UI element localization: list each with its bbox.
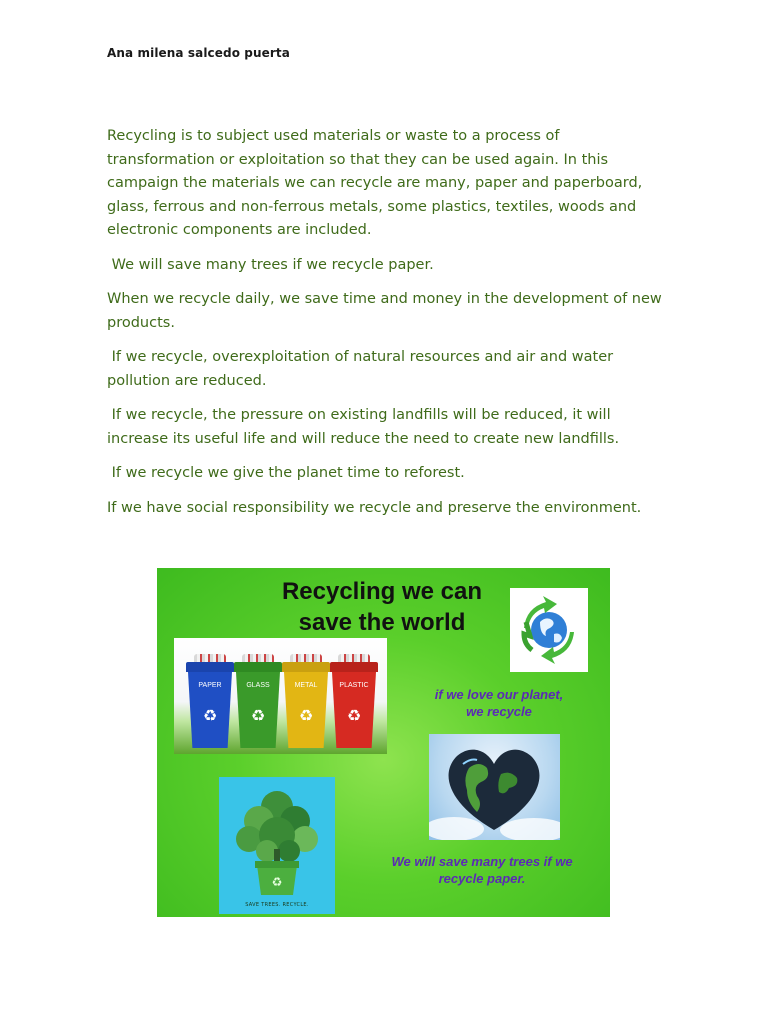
tree-caption: SAVE TREES. RECYCLE.	[245, 902, 309, 908]
recycle-globe-image	[510, 588, 588, 672]
slogan-love-planet-line1: if we love our planet,	[434, 687, 564, 702]
paragraph-resources: If we recycle, overexploitation of natural resources and air and water pollution are reduced.	[107, 349, 618, 389]
glass-bin-label: GLASS	[246, 682, 270, 689]
tree-recycle-icon	[219, 777, 335, 914]
paragraph-definition: Recycling is to subject used materials or waste to a process of transformation or exploitation so that they can be used again. In this campaign the materials we can recycle are many, paper and paperboard, glass, ferrous and non-ferrous metals, some plastics, textiles, woods and electronic components are included.	[107, 128, 643, 238]
slogan-love-planet	[419, 686, 579, 720]
slogan-save-trees	[377, 853, 587, 887]
plastic-bin-label: PLASTIC	[339, 682, 369, 689]
plastic-bin	[332, 662, 376, 748]
slogan-save-trees-line2: recycle paper.	[438, 871, 526, 886]
paper-bin	[188, 662, 232, 748]
paragraph-trees: We will save many trees if we recycle paper.	[107, 256, 434, 273]
paragraph-landfills: If we recycle, the pressure on existing landfills will be reduced, it will increase its useful life and will reduce the need to create new landfills.	[107, 407, 620, 447]
glass-bin	[236, 662, 280, 748]
slogan-save-trees-line1: We will save many trees if we	[391, 854, 573, 869]
document-body	[107, 125, 667, 531]
paragraph-reforest: If we recycle we give the planet time to reforest.	[107, 465, 465, 481]
poster-title	[257, 576, 507, 638]
author-name: Ana milena salcedo puerta	[107, 46, 290, 60]
poster-title-line2: save the world	[298, 609, 466, 636]
recycle-icon: ♻	[250, 706, 266, 725]
metal-bin-label: METAL	[294, 682, 318, 689]
paper-bin-label: PAPER	[198, 682, 222, 689]
recycle-globe-icon	[510, 588, 588, 672]
metal-bin	[284, 662, 328, 748]
recycling-poster	[157, 568, 610, 917]
poster-title-line1: Recycling we can	[281, 578, 483, 605]
recycle-icon: ♻	[298, 706, 314, 725]
recycle-icon: ♻	[346, 706, 362, 725]
tree-pot-image	[219, 777, 335, 914]
heart-earth-image	[429, 734, 560, 840]
svg-text:♻: ♻	[271, 875, 283, 889]
recycling-bins-photo	[174, 638, 387, 754]
paragraph-daily: When we recycle daily, we save time and money in the development of new products.	[107, 291, 662, 331]
recycle-icon: ♻	[202, 706, 218, 725]
slogan-love-planet-line2: we recycle	[466, 704, 532, 719]
paragraph-responsibility: If we have social responsibility we recycle and preserve the environment.	[107, 499, 642, 516]
heart-earth-icon	[429, 734, 560, 840]
